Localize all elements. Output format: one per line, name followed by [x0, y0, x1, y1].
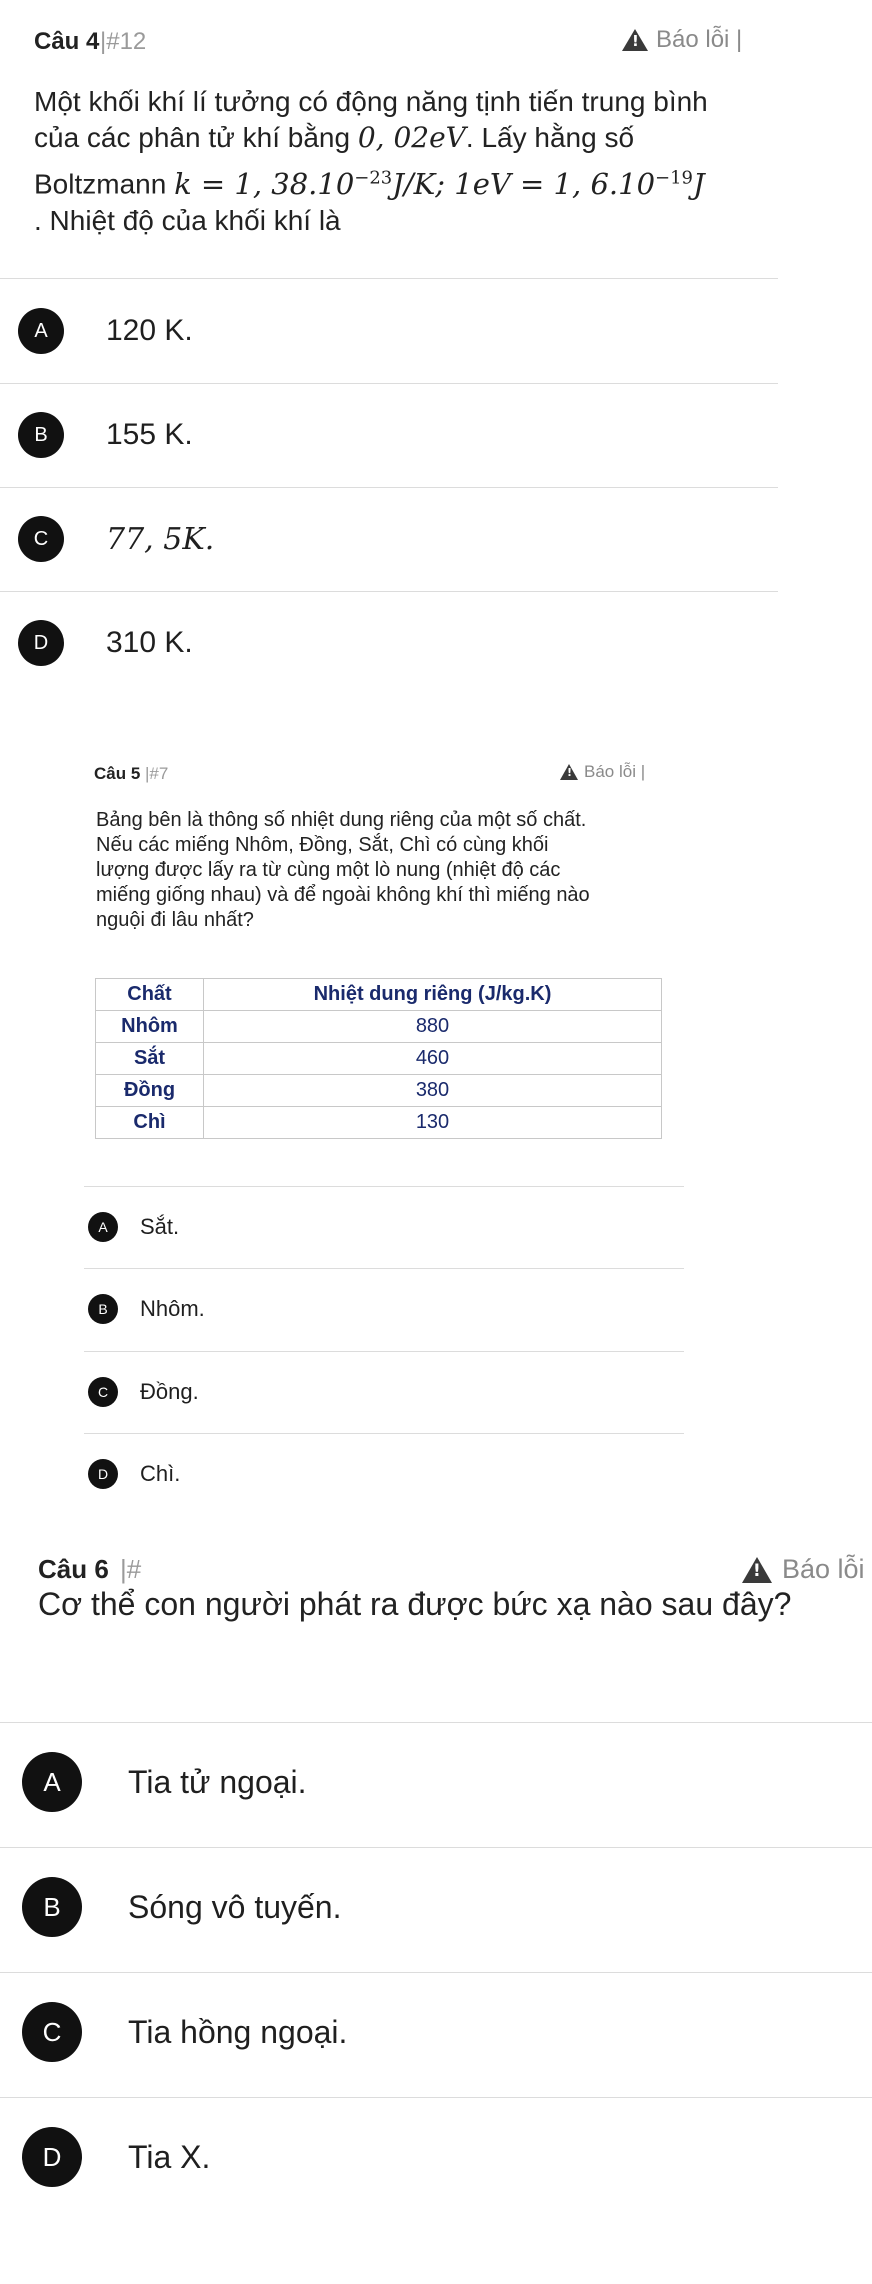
option-letter: B: [88, 1294, 118, 1324]
math-expression: 0, 02eV: [357, 121, 466, 154]
option-c[interactable]: [22, 2002, 347, 2062]
table-cell: Sắt: [96, 1043, 204, 1075]
question-line: . Nhiệt độ của khối khí là: [34, 204, 341, 236]
option-letter: A: [22, 1752, 82, 1812]
question-line: Boltzmann k = 1, $38.10^{-23}J/K$; 1eV = 1, $6.10^{-19}J$: [34, 166, 705, 201]
question-line: nguội đi lâu nhất?: [96, 909, 254, 931]
question-line: Một khối khí lí tưởng có động năng tịnh tiến trung bình: [34, 86, 708, 117]
math-expression: k = 1, $38.10^{-23}J/K$; 1eV = 1, $6.10^{-19}J$: [174, 166, 705, 201]
question-line: lượng được lấy ra từ cùng một lò nung (nhiệt độ các: [96, 859, 561, 881]
report-error-button[interactable]: [742, 1554, 865, 1585]
option-letter: B: [18, 412, 64, 458]
option-letter: D: [88, 1459, 118, 1489]
option-letter: C: [18, 516, 64, 562]
question-number: Câu 4: [34, 28, 100, 55]
question-line: Nếu các miếng Nhôm, Đồng, Sắt, Chì có cùng khối: [96, 834, 549, 856]
report-error-label: Báo lỗi: [782, 1554, 865, 1584]
question-line: miếng giống nhau) và để ngoài không khí thì miếng nào: [96, 884, 590, 906]
question-id: |#12: [100, 28, 147, 55]
question-text: Cơ thể con người phát ra được bức xạ nào sau đây?: [38, 1586, 792, 1622]
option-text: Tia X.: [128, 2138, 211, 2175]
question-number: Câu 6: [38, 1553, 109, 1584]
table-cell: 880: [204, 1011, 662, 1043]
table-cell: 380: [204, 1075, 662, 1107]
report-error-label: Báo lỗi |: [584, 762, 646, 781]
option-text: 77, 5K.: [106, 521, 215, 557]
option-letter: D: [18, 620, 64, 666]
option-letter: C: [22, 2002, 82, 2062]
question-id: |#: [120, 1553, 142, 1584]
warning-icon: [742, 1557, 772, 1583]
table-cell: Chì: [96, 1107, 204, 1139]
option-text: Tia hồng ngoại.: [128, 2013, 348, 2050]
option-text: 155 K.: [106, 418, 193, 451]
table-cell: Đồng: [96, 1075, 204, 1107]
option-text: Sắt.: [140, 1214, 180, 1239]
divider: [0, 1972, 872, 1973]
option-letter: A: [88, 1212, 118, 1242]
divider: [0, 1847, 872, 1848]
question-id: |#7: [145, 764, 169, 783]
column-header: Chất: [96, 979, 204, 1011]
question-number: Câu 5: [94, 764, 141, 783]
option-text: Chì.: [140, 1461, 181, 1486]
option-text: 310 K.: [106, 626, 193, 659]
option-b[interactable]: [22, 1877, 341, 1937]
column-header: Nhiệt dung riêng (J/kg.K): [204, 979, 662, 1011]
divider: [0, 1722, 872, 1723]
question-line: của các phân tử khí bằng 0, 02eV. Lấy hằng số: [34, 121, 635, 154]
option-a[interactable]: [22, 1752, 307, 1812]
option-text: Đồng.: [140, 1379, 199, 1404]
report-error-label: Báo lỗi |: [656, 26, 743, 53]
table-cell: 460: [204, 1043, 662, 1075]
divider: [0, 2097, 872, 2098]
option-letter: A: [18, 308, 64, 354]
question-line: Bảng bên là thông số nhiệt dung riêng của một số chất.: [96, 809, 587, 831]
option-letter: B: [22, 1877, 82, 1937]
option-letter: C: [88, 1377, 118, 1407]
table-cell: Nhôm: [96, 1011, 204, 1043]
option-text: 120 K.: [106, 314, 193, 347]
option-text: Sóng vô tuyến.: [128, 1888, 342, 1925]
table-cell: 130: [204, 1107, 662, 1139]
option-text: Nhôm.: [140, 1296, 205, 1321]
option-text: Tia tử ngoại.: [128, 1763, 307, 1800]
option-d[interactable]: [22, 2127, 210, 2187]
option-letter: D: [22, 2127, 82, 2187]
